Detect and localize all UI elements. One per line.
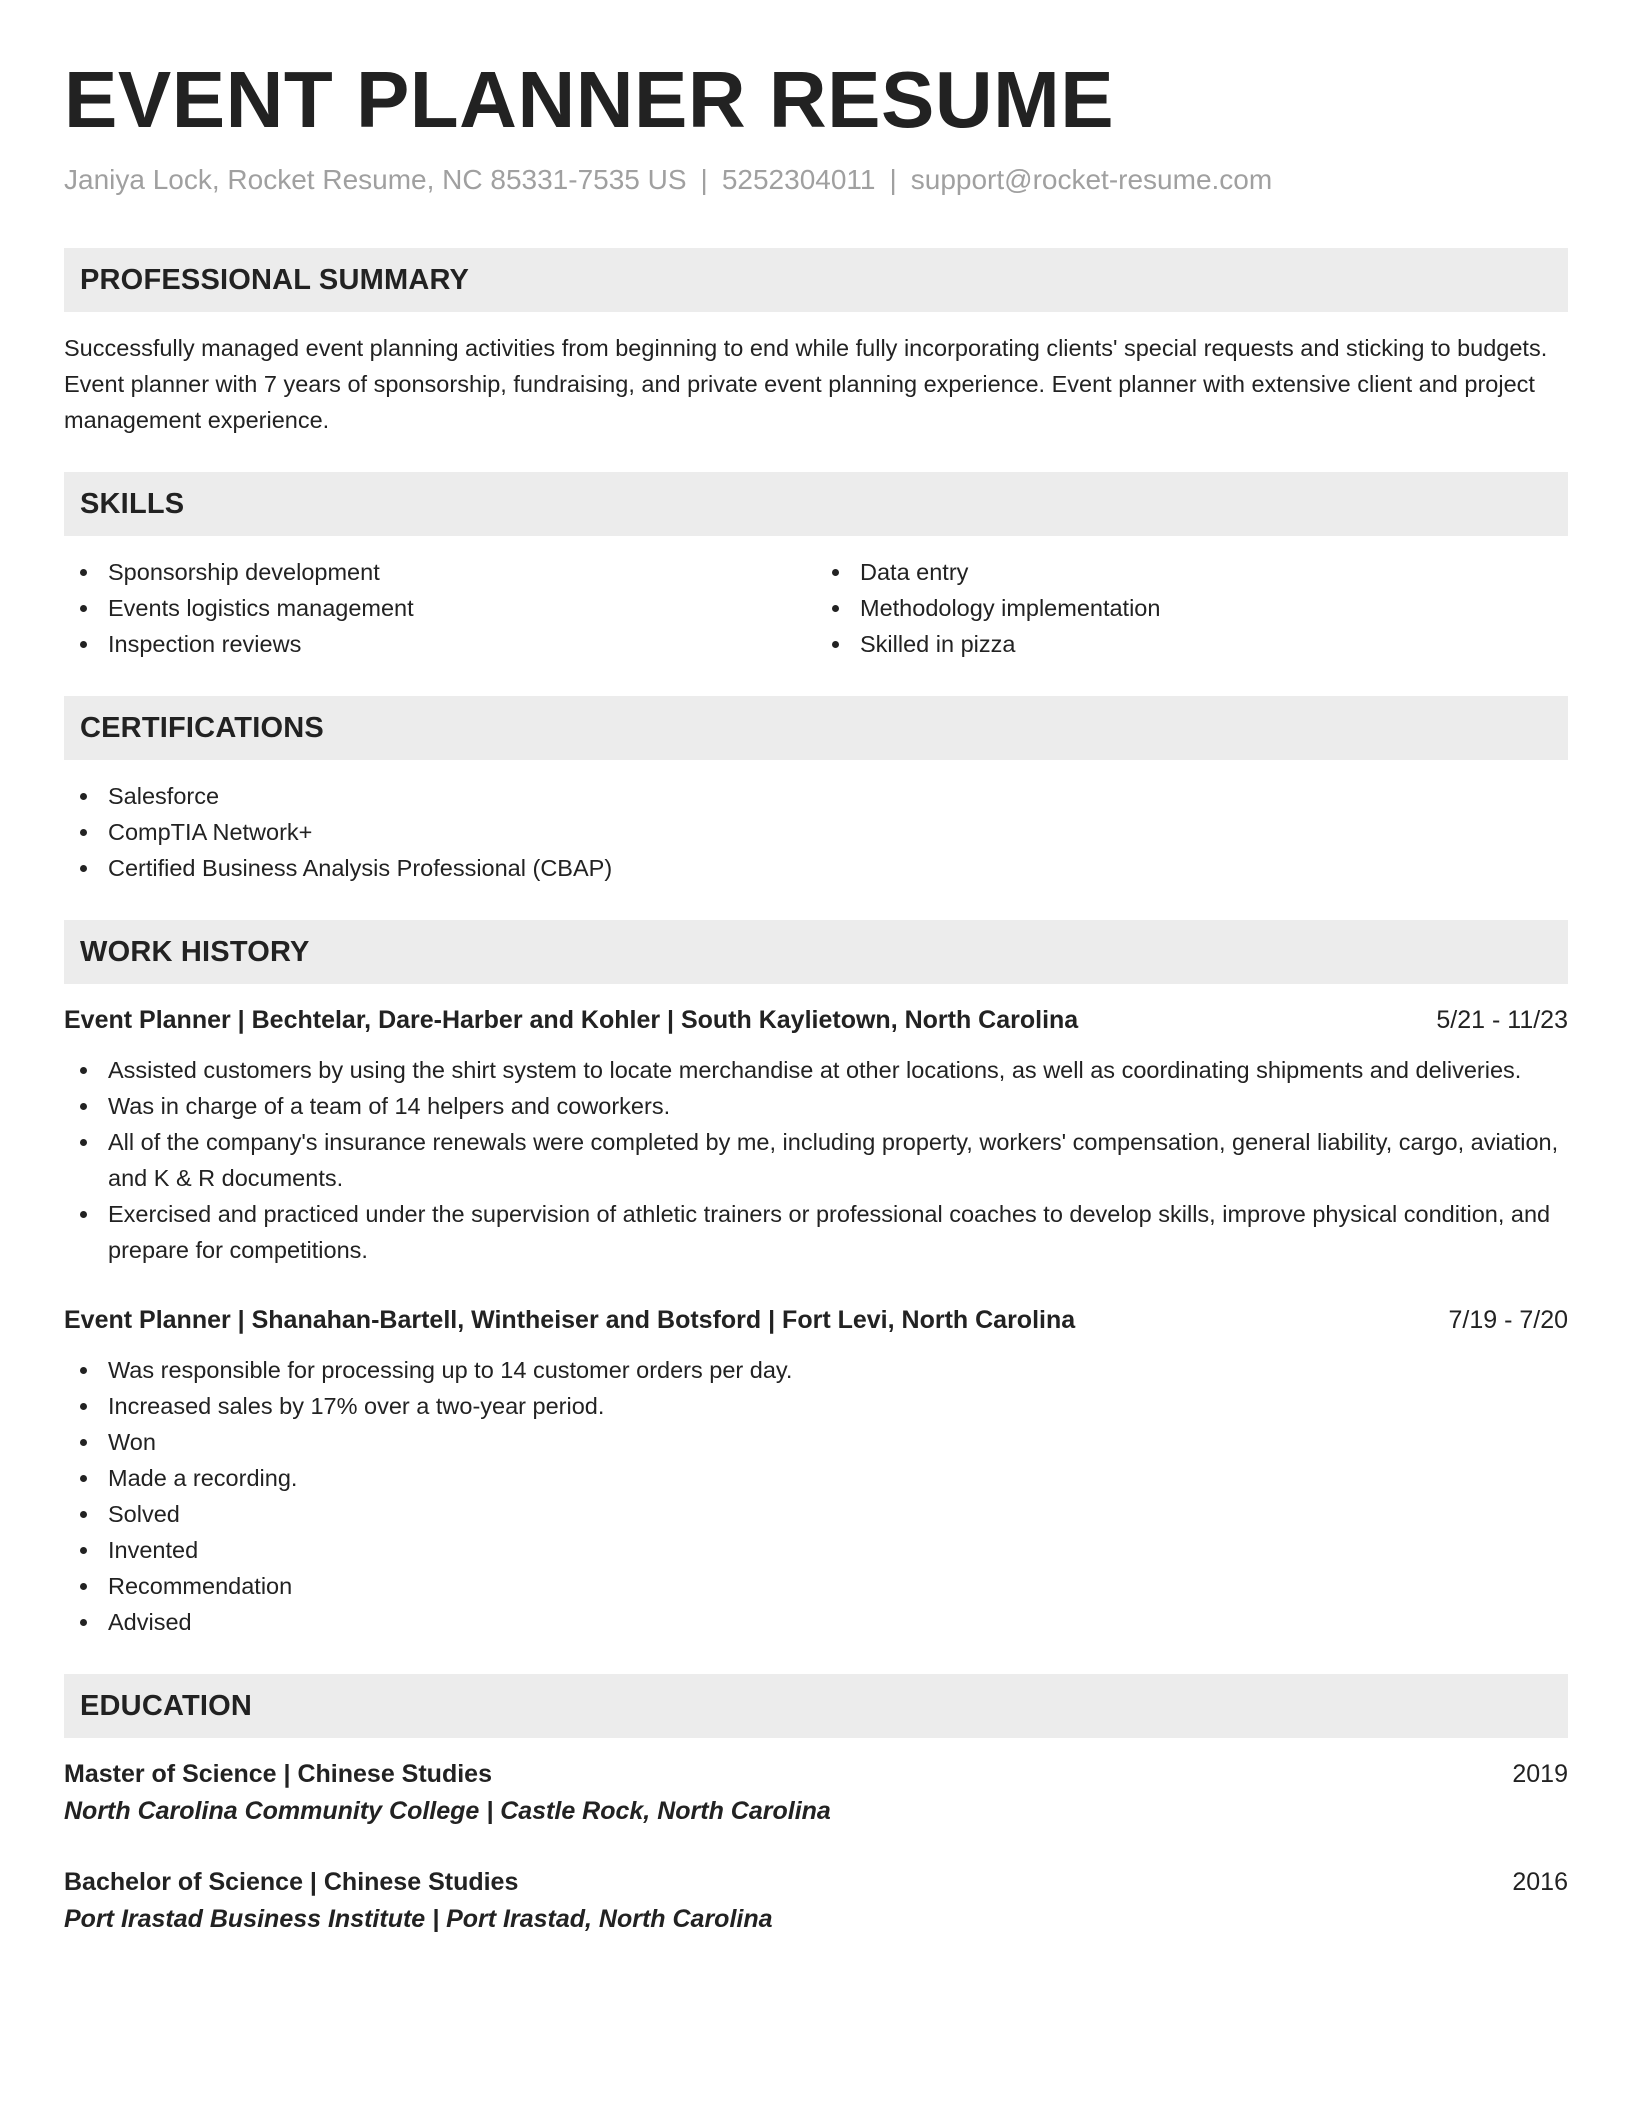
job-bullet: Made a recording. [64,1460,1568,1496]
skill-item: Events logistics management [64,590,816,626]
skills-list-left [64,554,816,662]
skill-item: Methodology implementation [816,590,1568,626]
job-bullet: Recommendation [64,1568,1568,1604]
job-bullet: Advised [64,1604,1568,1640]
skills-grid [64,536,1568,662]
education-header [64,1864,1568,1900]
job-entry [64,1002,1568,1268]
education-school: Port Irastad Business Institute | Port Irastad, North Carolina [64,1905,773,1933]
job-bullet: Increased sales by 17% over a two-year period. [64,1388,1568,1424]
summary-text: Successfully managed event planning activities from beginning to end while fully incorporating clients' special requests and sticking to budgets. Event planner with 7 years of sponsorship, fundraising, and private event planning experience. Event planner with extensive client and project management experience. [64,335,1548,433]
job-bullet: Exercised and practiced under the supervision of athletic trainers or professional coaches to develop skills, improve physical condition, and prepare for competitions. [64,1196,1568,1268]
job-bullet: Was in charge of a team of 14 helpers and coworkers. [64,1088,1568,1124]
job-entry [64,1302,1568,1640]
job-bullet: Assisted customers by using the shirt system to locate merchandise at other locations, as well as coordinating shipments and deliveries. [64,1052,1568,1088]
job-title: Event Planner | Shanahan-Bartell, Wintheiser and Botsford | Fort Levi, North Carolina [64,1306,1076,1334]
skill-item: Data entry [816,554,1568,590]
education-entry [64,1756,1568,1830]
job-bullets [64,1352,1568,1640]
section-header-certifications: CERTIFICATIONS [64,696,1568,760]
job-dates: 5/21 - 11/23 [1436,1006,1568,1034]
job-title: Event Planner | Bechtelar, Dare-Harber and Kohler | South Kaylietown, North Carolina [64,1006,1079,1034]
job-bullet: Solved [64,1496,1568,1532]
section-header-skills: SKILLS [64,472,1568,536]
section-header-education: EDUCATION [64,1674,1568,1738]
job-dates: 7/19 - 7/20 [1448,1306,1568,1334]
skill-item: Inspection reviews [64,626,816,662]
contact-separator: | [700,164,708,195]
education-header [64,1756,1568,1792]
resume-title: EVENT PLANNER RESUME [64,55,1115,144]
section-header-summary: PROFESSIONAL SUMMARY [64,248,1568,312]
job-bullet: All of the company's insurance renewals were completed by me, including property, workers' compensation, general liability, cargo, aviation, and K & R documents. [64,1124,1568,1196]
certifications-list [64,778,1568,886]
skills-list-right [816,554,1568,662]
job-bullets [64,1052,1568,1268]
contact-line [64,162,1568,198]
skill-item: Skilled in pizza [816,626,1568,662]
job-bullet: Invented [64,1532,1568,1568]
contact-email: support@rocket-resume.com [910,164,1273,195]
contact-separator: | [889,164,897,195]
education-year: 2016 [1512,1868,1568,1896]
job-bullet: Was responsible for processing up to 14 customer orders per day. [64,1352,1568,1388]
job-bullet: Won [64,1424,1568,1460]
contact-phone: 5252304011 [721,164,876,195]
education-school: North Carolina Community College | Castle Rock, North Carolina [64,1797,831,1825]
contact-address: Janiya Lock, Rocket Resume, NC 85331-7535 US [64,164,687,195]
education-entry [64,1864,1568,1938]
skill-item: Sponsorship development [64,554,816,590]
job-header [64,1002,1568,1038]
section-header-work-history: WORK HISTORY [64,920,1568,984]
certification-item: Certified Business Analysis Professional (CBAP) [64,850,1568,886]
education-year: 2019 [1512,1760,1568,1788]
education-degree: Master of Science | Chinese Studies [64,1760,492,1788]
certification-item: CompTIA Network+ [64,814,1568,850]
certification-item: Salesforce [64,778,1568,814]
education-degree: Bachelor of Science | Chinese Studies [64,1868,519,1896]
job-header [64,1302,1568,1338]
